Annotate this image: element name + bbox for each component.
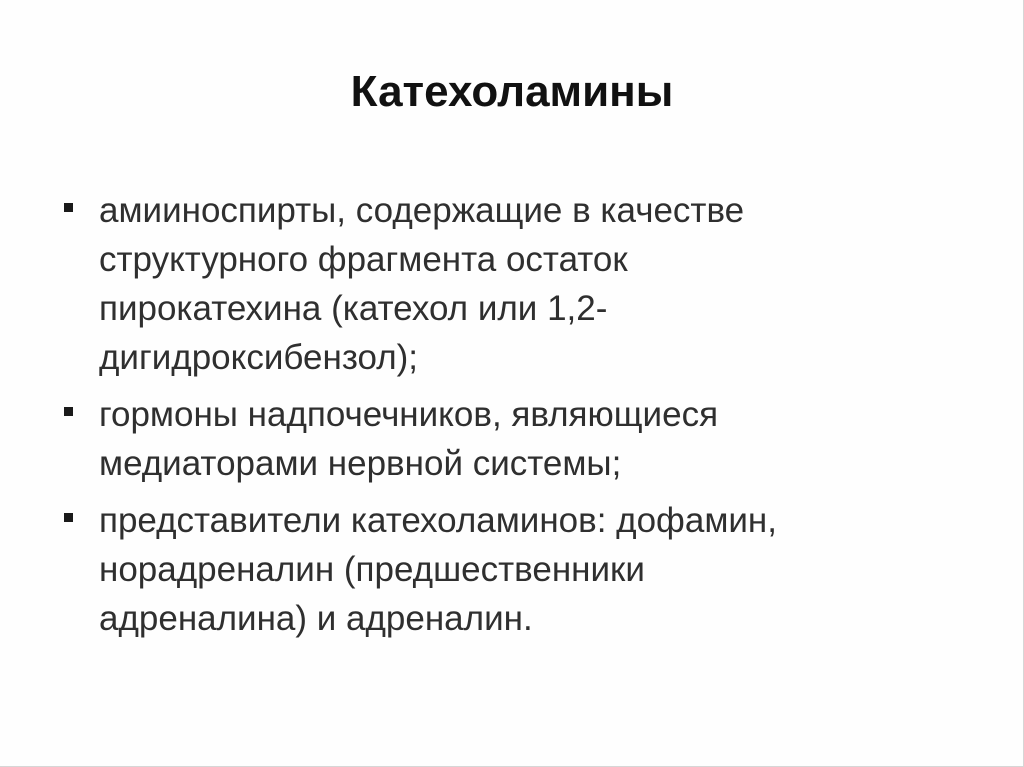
bullet-item xyxy=(64,496,944,643)
bullet-text-line: норадреналин (предшественники xyxy=(99,550,645,589)
slide-title: Катехоламины xyxy=(350,67,674,116)
bullet-text-line: медиаторами нервной системы; xyxy=(99,444,622,483)
bullet-item xyxy=(64,186,944,382)
bullet-list xyxy=(64,186,944,651)
bullet-item xyxy=(64,390,944,488)
square-bullet-icon xyxy=(64,203,73,212)
bullet-text-line: амииноспирты, содержащие в качестве xyxy=(99,191,745,230)
square-bullet-icon xyxy=(64,513,73,522)
bullet-text-line: адреналина) и адреналин. xyxy=(99,599,533,638)
square-bullet-icon xyxy=(64,407,73,416)
bullet-text-line: представители катехоламинов: дофамин, xyxy=(99,501,777,540)
bullet-text-line: дигидроксибензол); xyxy=(99,338,418,377)
bullet-text-line: структурного фрагмента остаток xyxy=(99,240,628,279)
bullet-text-line: пирокатехина (катехол или 1,2- xyxy=(99,289,608,328)
bullet-text-line: гормоны надпочечников, являющиеся xyxy=(99,395,719,434)
